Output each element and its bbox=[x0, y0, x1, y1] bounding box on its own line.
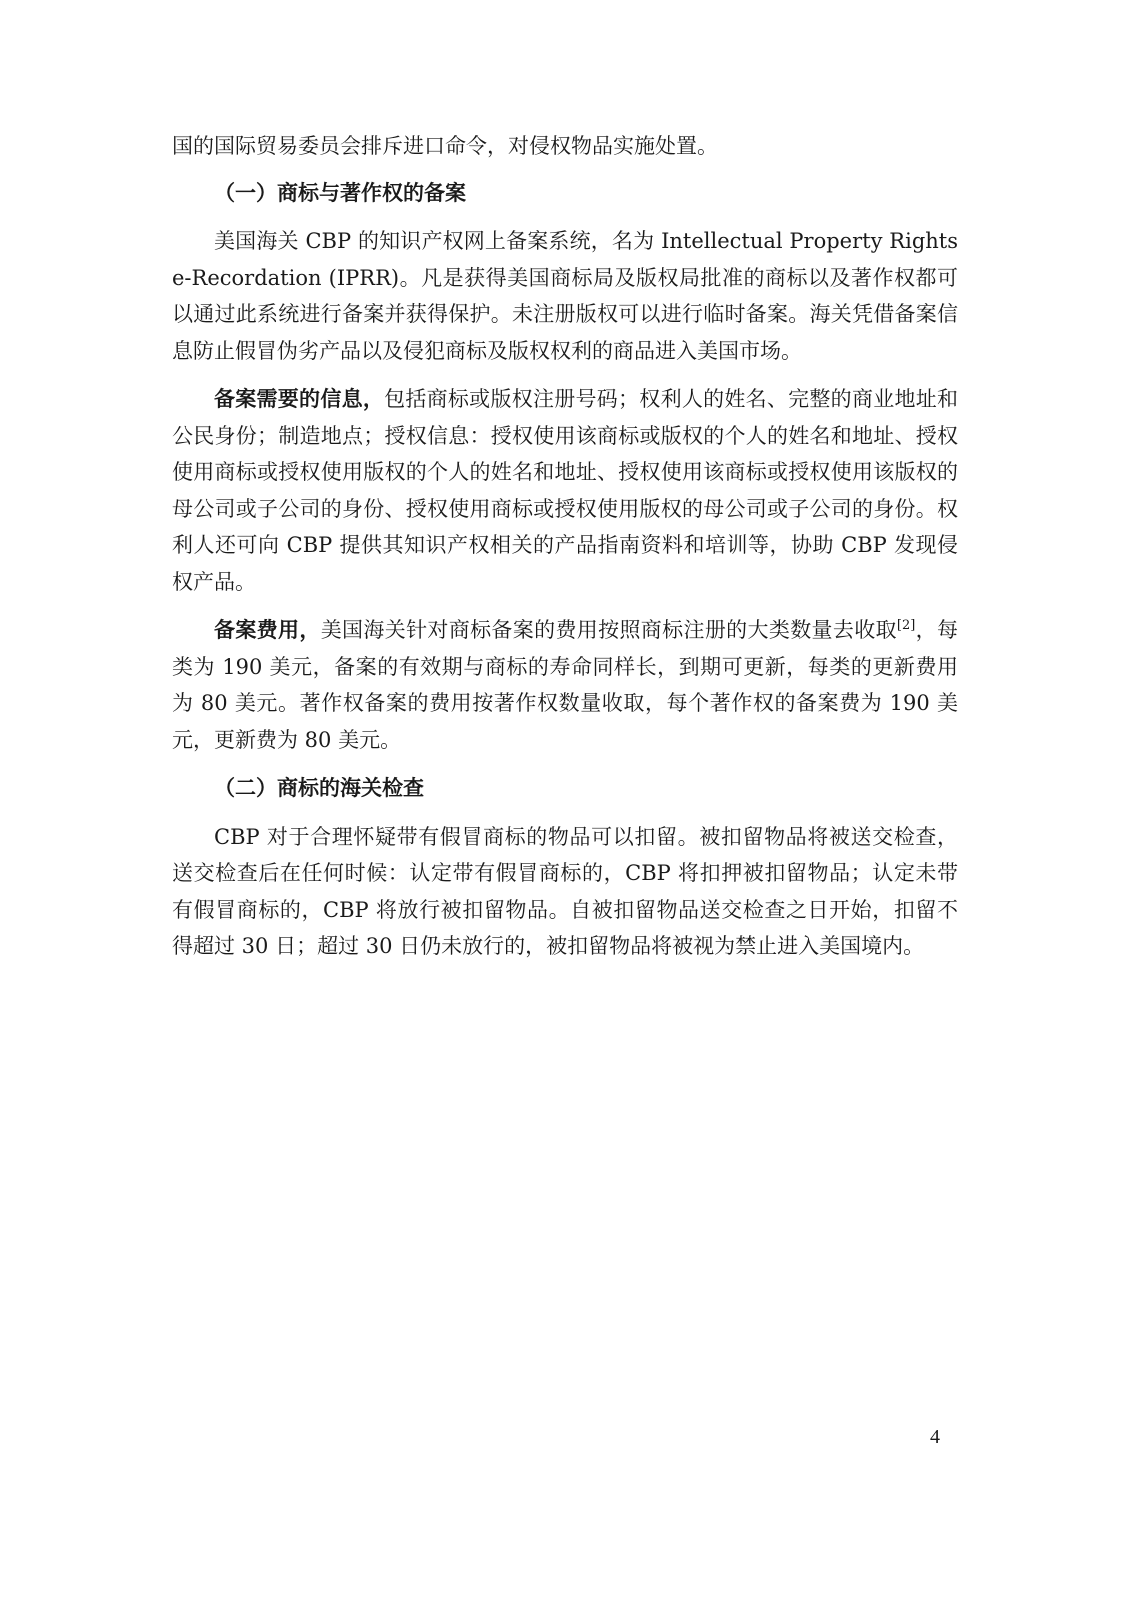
page-number: 4 bbox=[930, 1426, 940, 1448]
continuation-paragraph: 国的国际贸易委员会排斥进口命令，对侵权物品实施处置。 bbox=[172, 134, 718, 158]
recordation-fee-body-a: 美国海关针对商标备案的费用按照商标注册的大类数量去收取 bbox=[320, 618, 897, 642]
recordation-info-lead: 备案需要的信息， bbox=[214, 386, 385, 411]
footnote-reference[interactable]: [2] bbox=[896, 618, 916, 633]
recordation-info-paragraph bbox=[172, 381, 958, 600]
inspection-paragraph: CBP 对于合理怀疑带有假冒商标的物品可以扣留。被扣留物品将被送交检查，送交检查后在任何时候：认定带有假冒商标的，CBP 将扣押被扣留物品；认定未带有假冒商标的，CBP 将放行被扣留物品。自被扣留物品送交检查之日开始，扣留不得超过 30 日；超过 30 日仍未放行的，被扣留物品将被视为禁止进入美国境内。 bbox=[172, 824, 958, 958]
section-heading-recordation: （一）商标与著作权的备案 bbox=[214, 179, 466, 205]
iprr-intro-paragraph: 美国海关 CBP 的知识产权网上备案系统，名为 Intellectual Property Rights e-Recordation (IPRR)。凡是获得美国商标局及版权局批准的商标以及著作权都可以通过此系统进行备案并获得保护。未注册版权可以进行临时备案。海关凭借备案信息防止假冒伪劣产品以及侵犯商标及版权权利的商品进入美国市场。 bbox=[172, 229, 958, 363]
recordation-fee-paragraph bbox=[172, 612, 958, 758]
page-content bbox=[172, 128, 958, 977]
recordation-fee-body-b: ，每类为 190 美元，备案的有效期与商标的寿命同样长，到期可更新，每类的更新费用为 80 美元。著作权备案的费用按著作权数量收取，每个著作权的备案费为 190 美元，更新费为 80 美元。 bbox=[172, 618, 959, 752]
recordation-info-body: 包括商标或版权注册号码；权利人的姓名、完整的商业地址和公民身份；制造地点；授权信息：授权使用该商标或版权的个人的姓名和地址、授权使用商标或授权使用版权的个人的姓名和地址、授权使用该商标或授权使用该版权的母公司或子公司的身份、授权使用商标或授权使用版权的母公司或子公司的身份。权利人还可向 CBP 提供其知识产权相关的产品指南资料和培训等，协助 CBP 发现侵权产品。 bbox=[172, 387, 959, 594]
recordation-fee-lead: 备案费用， bbox=[214, 617, 321, 642]
section-heading-inspection: （二）商标的海关检查 bbox=[214, 775, 424, 800]
